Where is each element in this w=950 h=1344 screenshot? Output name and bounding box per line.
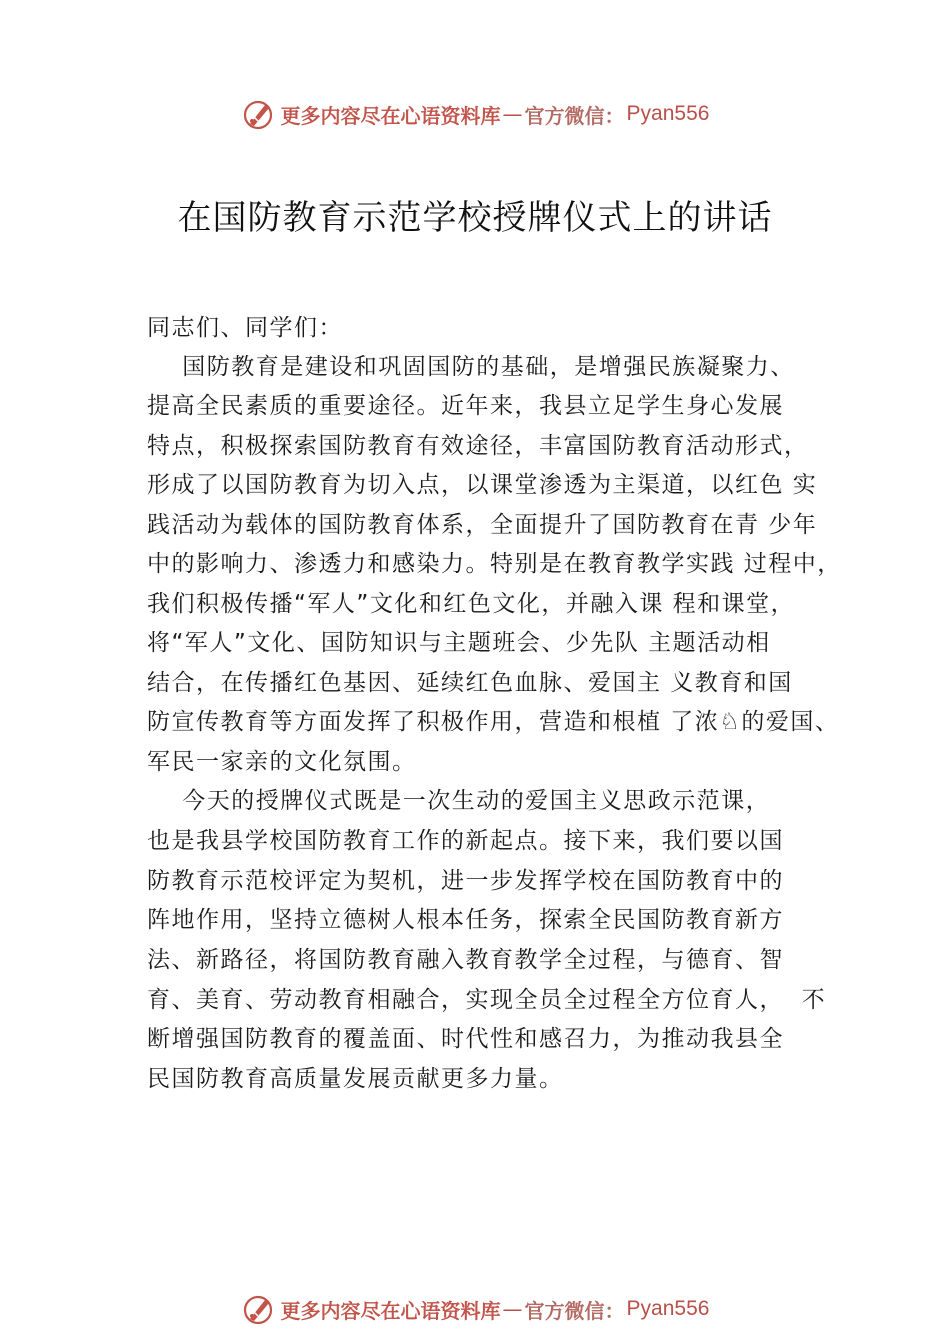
- watermark-dash: —: [502, 1297, 523, 1321]
- pen-nib-logo-icon: [241, 97, 275, 131]
- body-line: 中的影响力、渗透力和感染力。特别是在教育教学实践 过程中，: [147, 551, 842, 577]
- body-line: 断增强国防教育的覆盖面、时代性和感召力，为推动我县全: [147, 1026, 784, 1052]
- body-line: 国防教育是建设和巩固国防的基础，是增强民族凝聚力、: [147, 354, 795, 380]
- watermark-brand: 更多内容尽在心语资料库: [280, 1298, 501, 1323]
- body-line: 民国防教育高质量发展贡献更多力量。: [147, 1066, 564, 1092]
- body-line: 特点，积极探索国防教育有效途径，丰富国防教育活动形式，: [147, 433, 809, 459]
- watermark-label: 官方微信：: [524, 1298, 625, 1323]
- watermark-dash: —: [502, 102, 523, 126]
- body-line: 将“军人”文化、国防知识与主题班会、少先队 主题活动相: [147, 630, 771, 656]
- pen-nib-logo-icon: [241, 1292, 275, 1326]
- body-line: 法、新路径，将国防教育融入教育教学全过程，与德育、智: [147, 947, 784, 973]
- body-line: 今天的授牌仪式既是一次生动的爱国主义思政示范课，: [147, 788, 771, 814]
- body-line: 防教育示范校评定为契机，进一步发挥学校在国防教育中的: [147, 868, 784, 894]
- watermark-wechat-id: Pyan556: [626, 102, 710, 125]
- body-line: 阵地作用，坚持立德树人根本任务，探索全民国防教育新方: [147, 907, 784, 933]
- watermark-label: 官方微信：: [524, 103, 625, 128]
- body-line: 形成了以国防教育为切入点，以课堂渗透为主渠道，以红色 实: [147, 472, 818, 498]
- body-line: 育、美育、劳动教育相融合，实现全员全过程全方位育人， 不: [147, 987, 827, 1013]
- footer-watermark: [0, 1289, 950, 1329]
- body-line: 践活动为载体的国防教育体系，全面提升了国防教育在青 少年: [147, 512, 818, 538]
- watermark-wechat-id: Pyan556: [626, 1297, 710, 1320]
- body-line: 结合，在传播红色基因、延续红色血脉、爱国主 义教育和国: [147, 670, 793, 696]
- header-watermark: [0, 94, 950, 134]
- body-line: 我们积极传播“军人”文化和红色文化，并融入课 程和课堂，: [147, 591, 796, 617]
- body-line: 也是我县学校国防教育工作的新起点。接下来，我们要以国: [147, 828, 784, 854]
- watermark-brand: 更多内容尽在心语资料库: [280, 103, 501, 128]
- document-title: 在国防教育示范学校授牌仪式上的讲话: [177, 198, 773, 238]
- body-line: 同志们、同学们：: [147, 315, 343, 341]
- body-line: 提高全民素质的重要途径。近年来，我县立足学生身心发展: [147, 393, 784, 419]
- body-line: 军民一家亲的文化氛围。: [147, 749, 417, 775]
- body-line: 防宣传教育等方面发挥了积极作用，营造和根植 了浓♘的爱国、: [147, 709, 840, 735]
